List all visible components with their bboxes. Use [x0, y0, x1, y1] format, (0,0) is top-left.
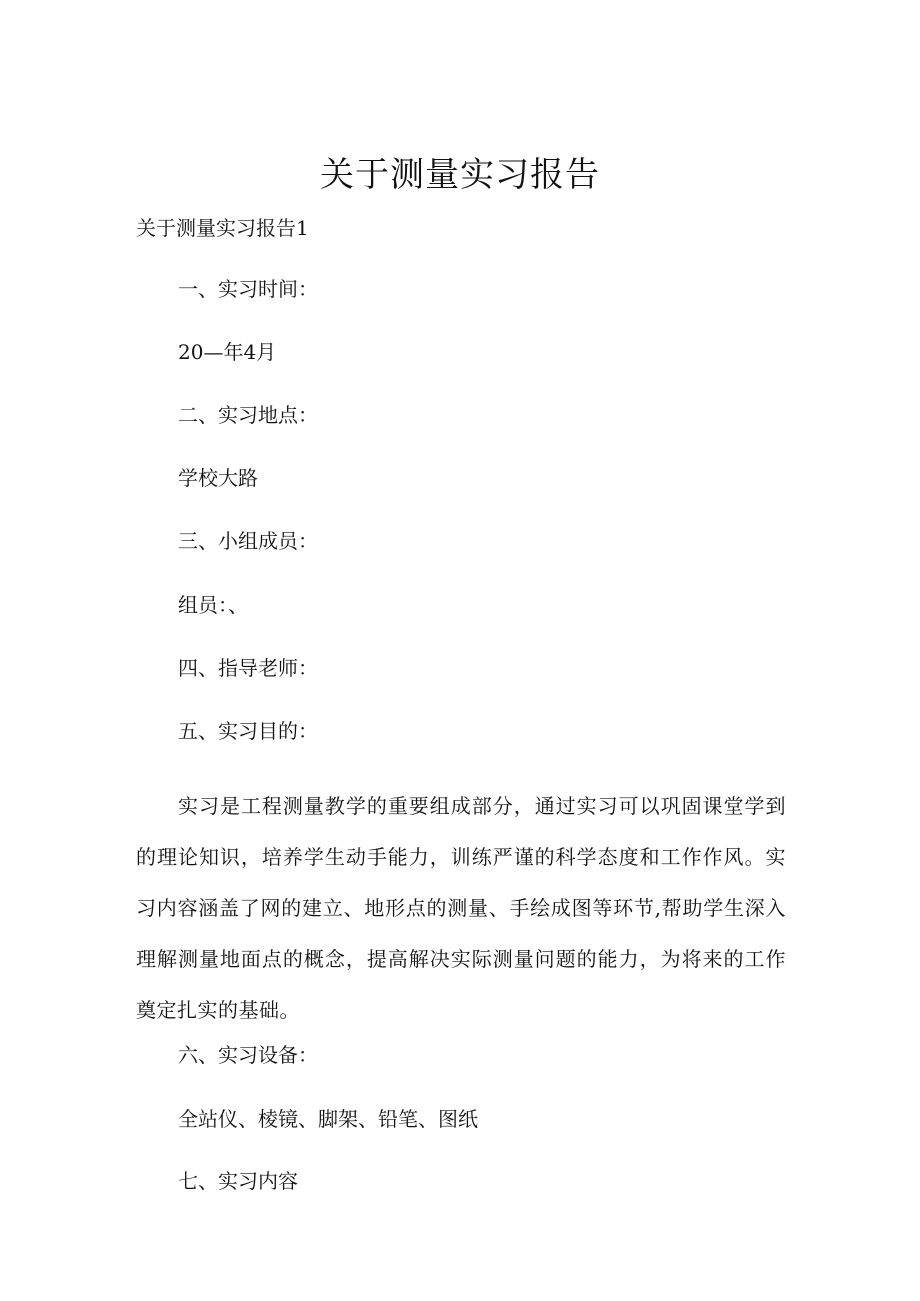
section-heading-location: 二、实习地点：: [178, 403, 318, 427]
report-subtitle: 关于测量实习报告1: [136, 216, 309, 240]
section-heading-purpose: 五、实习目的：: [178, 719, 318, 743]
section-heading-instructor: 四、指导老师：: [178, 656, 318, 680]
internship-date: 20—年4月: [178, 340, 277, 364]
group-members: 组员：、: [178, 593, 248, 617]
section-heading-time: 一、实习时间：: [178, 277, 318, 301]
purpose-paragraph: 实习是工程测量教学的重要组成部分，通过实习可以巩固课堂学到的理论知识，培养学生动手能力，训练严谨的科学态度和工作作风。实习内容涵盖了网的建立、地形点的测量、手绘成图等环节,帮助学生深入理解测量地面点的概念，提高解决实际测量问题的能力，为将来的工作奠定扎实的基础。: [136, 794, 786, 1022]
section-heading-content: 七、实习内容: [178, 1169, 298, 1193]
section-heading-members: 三、小组成员：: [178, 529, 318, 553]
document-title: 关于测量实习报告: [320, 155, 600, 195]
internship-location: 学校大路: [178, 466, 258, 490]
equipment-list: 全站仪、棱镜、脚架、铅笔、图纸: [178, 1107, 478, 1131]
section-heading-equipment: 六、实习设备：: [178, 1043, 318, 1067]
